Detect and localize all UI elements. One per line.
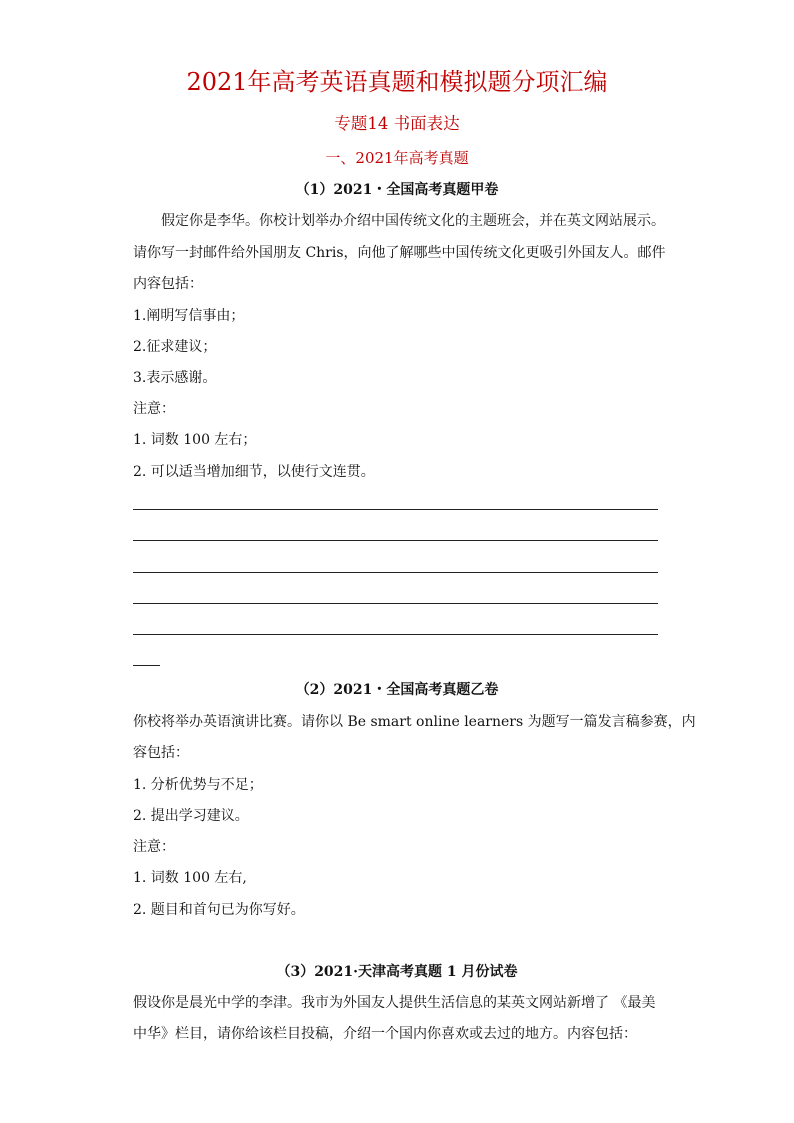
question-2-line: 注意： [133,839,175,855]
question-1-line: 2.征求建议； [133,339,217,355]
question-1-line: 1.阐明写信事由； [133,308,245,324]
question-1-line: 假定你是李华。你校计划举办介绍中国传统文化的主题班会，并在英文网站展示。 [161,213,665,229]
question-2-line: 2. 提出学习建议。 [133,808,249,824]
answer-line [133,634,658,635]
answer-line [133,540,658,541]
question-1-line: 3.表示感谢。 [133,370,217,386]
question-3-line: 中华》栏目，请你给该栏目投稿，介绍一个国内你喜欢或去过的地方。内容包括： [133,1026,637,1042]
section-heading: 一、2021年高考真题 [325,149,469,167]
question-1-heading: （1）2021・全国高考真题甲卷 [295,182,499,198]
document-title: 2021年高考英语真题和模拟题分项汇编 [186,68,608,96]
question-1-line: 1. 词数 100 左右； [133,432,257,448]
question-2-line: 1. 分析优势与不足； [133,777,263,793]
topic-subtitle: 专题14 书面表达 [334,114,460,133]
question-3-line: 假设你是晨光中学的李津。我市为外国友人提供生活信息的某英文网站新增了 《最美 [133,995,656,1011]
question-1-line: 注意： [133,401,175,417]
question-2-line: 1. 词数 100 左右, [133,870,247,886]
question-2-line: 你校将举办英语演讲比赛。请你以 Be smart online learners 为题写一篇发言稿参赛，内 [133,714,696,730]
question-3-heading: （3）2021·天津高考真题 1 月份试卷 [276,964,518,980]
question-1-line: 请你写一封邮件给外国朋友 Chris，向他了解哪些中国传统文化更吸引外国友人。邮件 [133,245,666,261]
question-1-line: 内容包括： [133,276,203,292]
answer-line [133,572,658,573]
question-1-line: 2. 可以适当增加细节，以使行文连贯。 [133,464,375,480]
answer-line [133,509,658,510]
question-2-heading: （2）2021・全国高考真题乙卷 [295,682,499,698]
question-2-line: 容包括： [133,745,189,761]
answer-line-short [133,665,160,666]
answer-line [133,603,658,604]
question-2-line: 2. 题目和首句已为你写好。 [133,902,305,918]
